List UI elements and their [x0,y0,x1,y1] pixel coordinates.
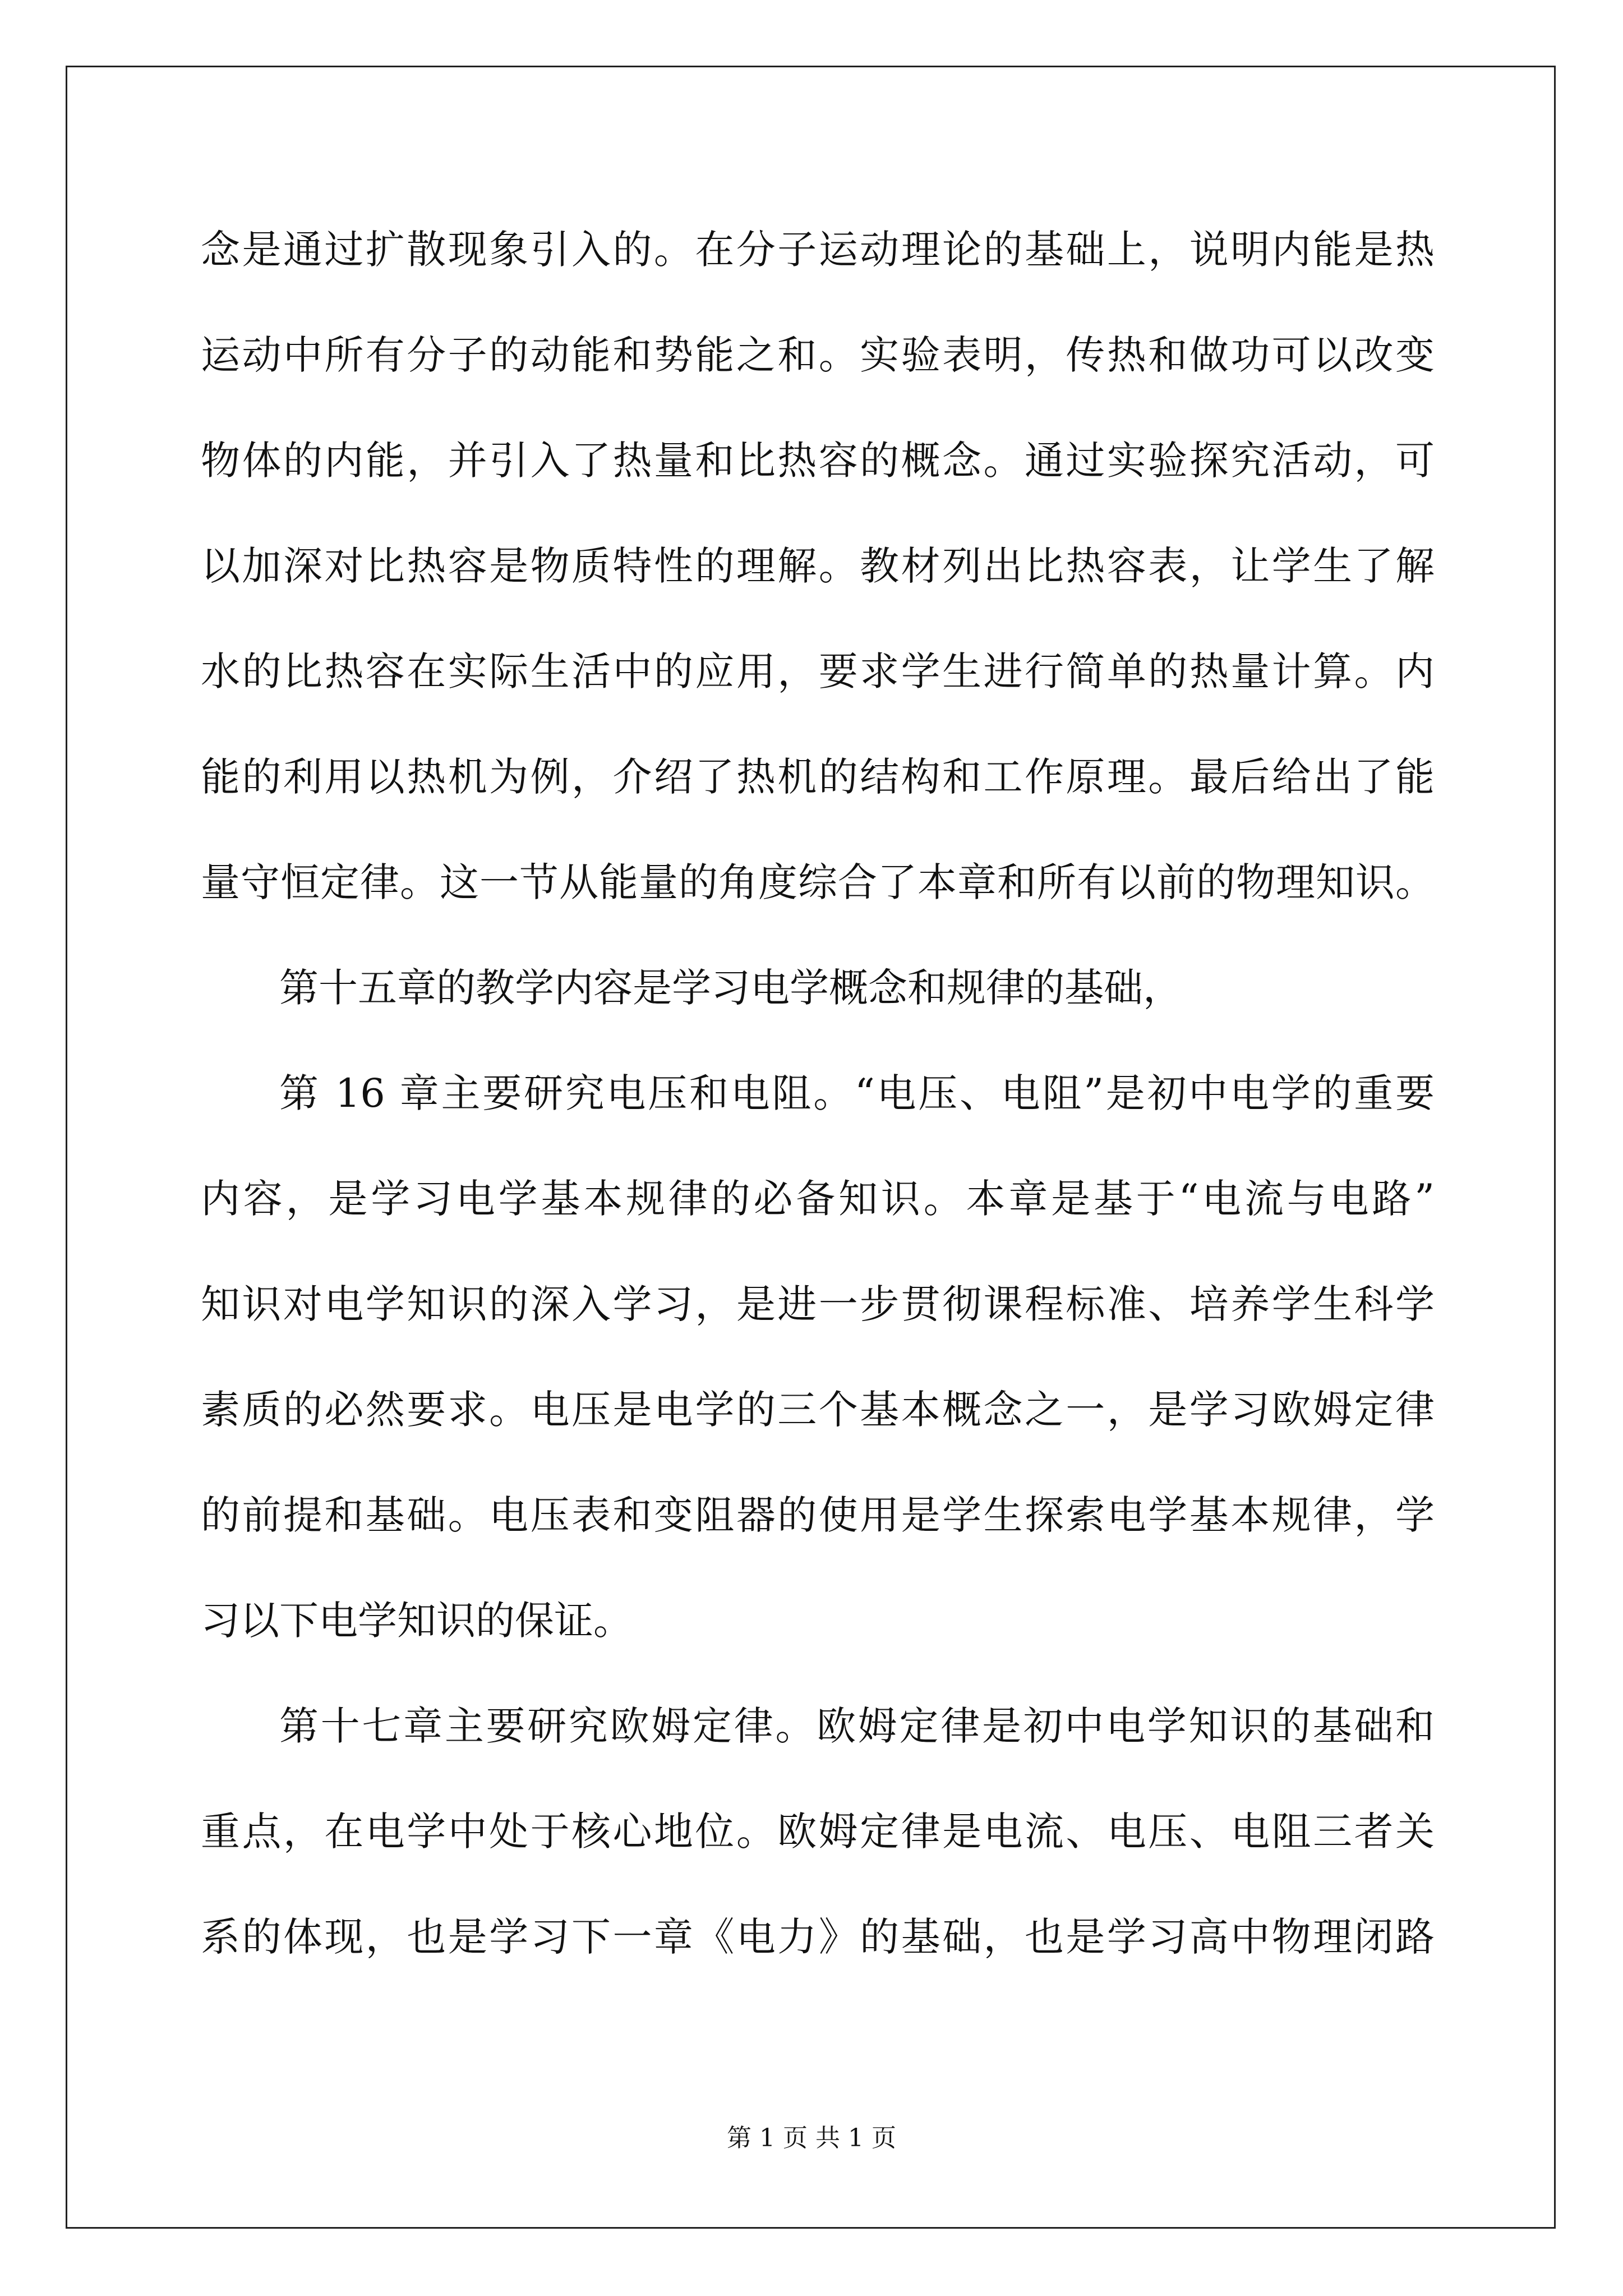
text-line: 系的体现，也是学习下一章《电力》的基础，也是学习高中物理闭路 [201,1914,1435,1960]
text-line: 习以下电学知识的保证。 [201,1598,633,1644]
paragraph-first-line: 第十五章的教学内容是学习电学概念和规律的基础， [279,965,1182,1011]
text-line: 量守恒定律。这一节从能量的角度综合了本章和所有以前的物理知识。 [201,859,1435,905]
text-line: 重点，在电学中处于核心地位。欧姆定律是电流、电压、电阻三者关 [201,1809,1435,1855]
text-line: 素质的必然要求。电压是电学的三个基本概念之一，是学习欧姆定律 [201,1387,1435,1433]
text-line: 能的利用以热机为例，介绍了热机的结构和工作原理。最后给出了能 [201,754,1435,800]
text-line: 知识对电学知识的深入学习，是进一步贯彻课程标准、培养学生科学 [201,1281,1435,1327]
text-line: 的前提和基础。电压表和变阻器的使用是学生探索电学基本规律，学 [201,1492,1435,1538]
paragraph-first-line: 第十七章主要研究欧姆定律。欧姆定律是初中电学知识的基础和 [279,1703,1435,1749]
text-line: 运动中所有分子的动能和势能之和。实验表明，传热和做功可以改变 [201,332,1435,378]
text-line: 以加深对比热容是物质特性的理解。教材列出比热容表，让学生了解 [201,543,1435,589]
text-line: 水的比热容在实际生活中的应用，要求学生进行简单的热量计算。内 [201,648,1435,694]
paragraph-first-line: 第 16 章主要研究电压和电阻。“电压、电阻”是初中电学的重要 [279,1070,1435,1116]
page-footer: 第 1 页 共 1 页 [727,2124,896,2152]
text-line: 念是通过扩散现象引入的。在分子运动理论的基础上，说明内能是热 [201,227,1435,273]
document-body [201,216,1435,2009]
text-line: 物体的内能，并引入了热量和比热容的概念。通过实验探究活动，可 [201,438,1435,484]
text-line: 内容，是学习电学基本规律的必备知识。本章是基于“电流与电路” [201,1176,1435,1222]
